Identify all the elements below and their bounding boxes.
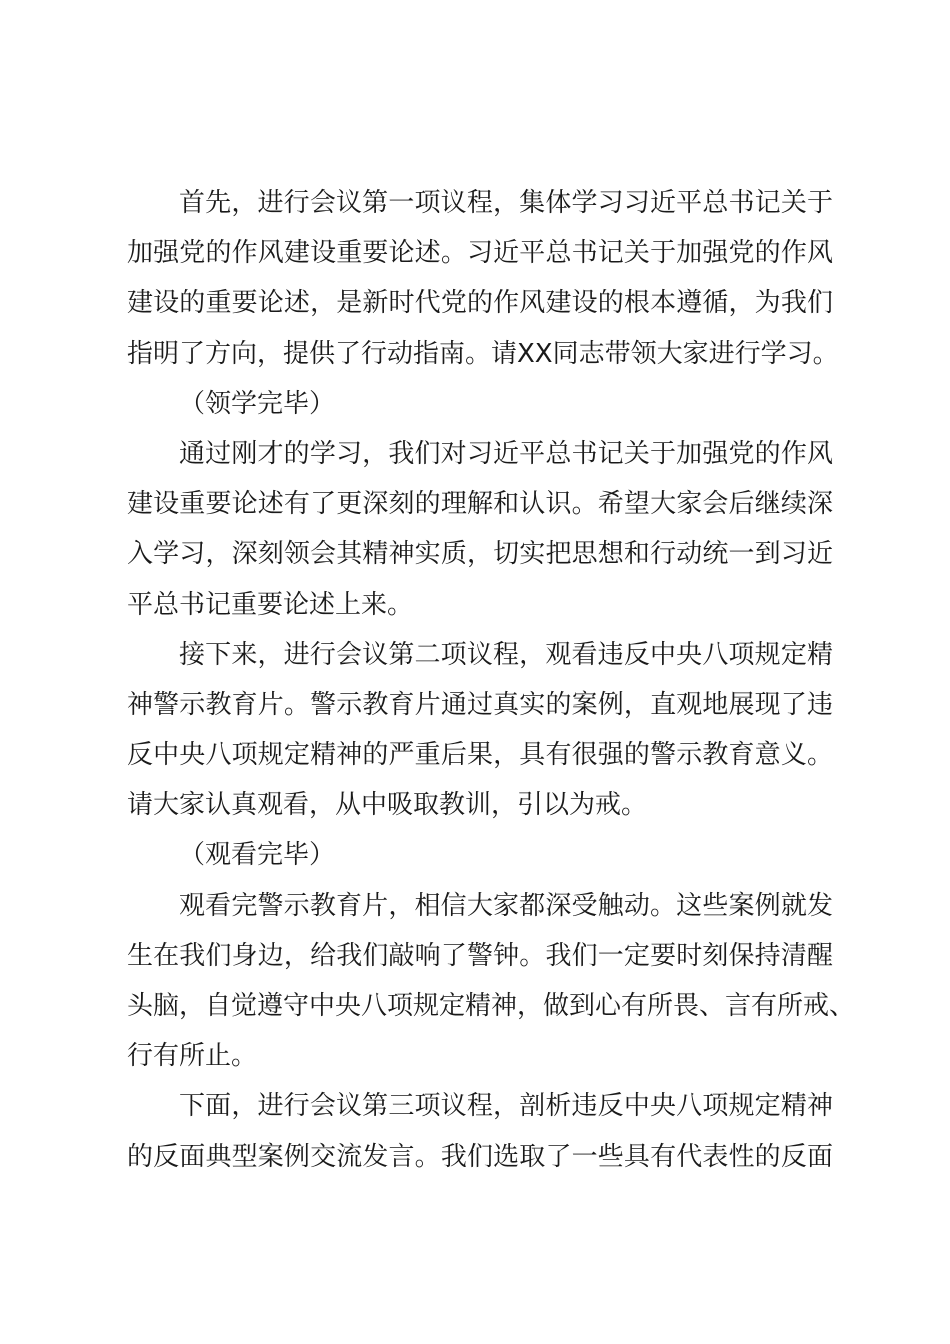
text-line: 通过刚才的学习，我们对习近平总书记关于加强党的作风 (179, 438, 833, 469)
text-line: 头脑，自觉遵守中央八项规定精神，做到心有所畏、言有所戒、 (127, 991, 856, 1021)
text-line: 观看完警示教育片，相信大家都深受触动。这些案例就发 (179, 890, 833, 921)
document-body (127, 178, 856, 1182)
text-line: 生在我们身边，给我们敲响了警钟。我们一定要时刻保持清醒 (127, 940, 833, 971)
text-line: 的反面典型案例交流发言。我们选取了一些具有代表性的反面 (127, 1141, 833, 1172)
text-line: 平总书记重要论述上来。 (127, 589, 414, 620)
text-line: 行有所止。 (127, 1041, 258, 1072)
text-line: 请大家认真观看，从中吸取教训，引以为戒。 (127, 790, 648, 821)
text-line: 加强党的作风建设重要论述。习近平总书记关于加强党的作风 (127, 238, 833, 269)
text-line: 神警示教育片。警示教育片通过真实的案例，直观地展现了违 (127, 689, 833, 720)
text-line: 建设重要论述有了更深刻的理解和认识。希望大家会后继续深 (127, 489, 833, 520)
text-line: 建设的重要论述，是新时代党的作风建设的根本遵循，为我们 (127, 288, 833, 319)
text-line: （观看完毕） (179, 840, 336, 871)
text-line: 首先，进行会议第一项议程，集体学习习近平总书记关于 (179, 188, 833, 218)
text-line: 指明了方向，提供了行动指南。请XX同志带领大家进行学习。 (127, 338, 839, 369)
text-line: 接下来，进行会议第二项议程，观看违反中央八项规定精 (179, 639, 833, 670)
text-line: 反中央八项规定精神的严重后果，具有很强的警示教育意义。 (127, 740, 833, 771)
text-line: （领学完毕） (179, 388, 336, 419)
text-line: 下面，进行会议第三项议程，剖析违反中央八项规定精神 (179, 1091, 833, 1122)
text-line: 入学习，深刻领会其精神实质，切实把思想和行动统一到习近 (127, 539, 833, 570)
